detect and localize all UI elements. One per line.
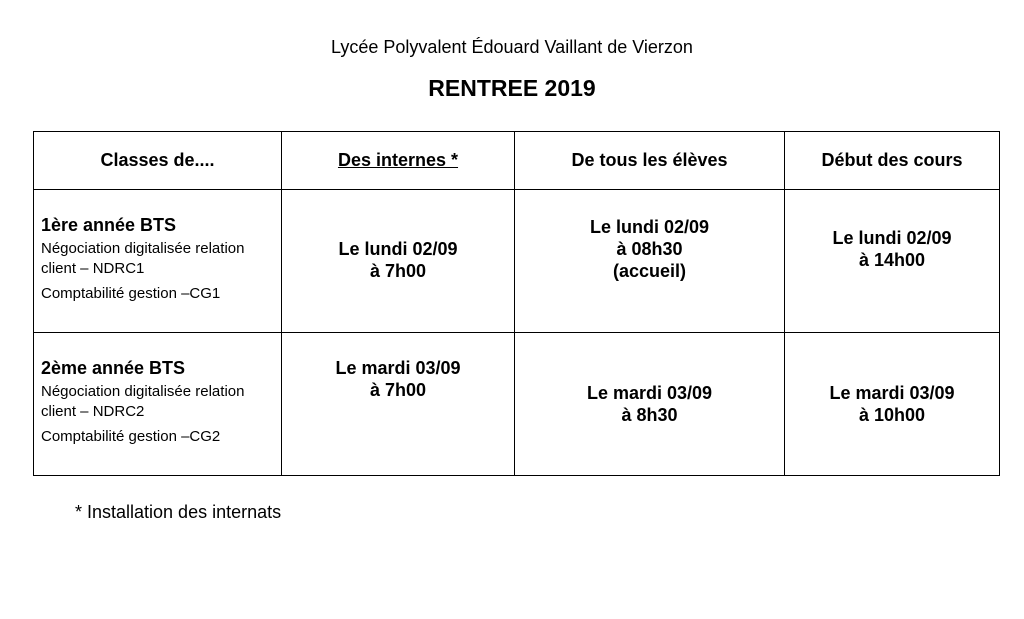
time-text: à 8h30 [621,405,678,425]
footnote: * Installation des internats [75,502,282,522]
date-text: Le mardi 03/09 [586,383,713,403]
time-text: à 14h00 [858,250,926,270]
school-name: Lycée Polyvalent Édouard Vaillant de Vierzon [331,37,693,57]
column-header-internes: Des internes * [282,132,515,190]
date-text: Le lundi 02/09 [832,228,952,248]
eleves-cell [515,190,785,333]
internes-cell [282,190,515,333]
class-title: 1ère année BTS [41,215,177,235]
column-header-classes: Classes de.... [34,132,282,190]
page-title: RENTREE 2019 [428,75,596,101]
internes-cell [282,333,515,476]
class-cell [34,190,282,333]
class-cell [34,333,282,476]
eleves-cell [515,333,785,476]
table-row [34,190,1000,333]
time-text: à 10h00 [858,405,926,425]
program-name: Négociation digitalisée relation client – NDRC1 [41,240,245,277]
program-name: Comptabilité gestion –CG2 [41,428,221,445]
debut-cell [785,333,1000,476]
time-text: à 7h00 [369,261,427,281]
date-text: Le lundi 02/09 [338,239,458,259]
date-text: Le mardi 03/09 [335,358,461,378]
date-text: Le lundi 02/09 [589,217,710,237]
date-text: Le mardi 03/09 [829,383,955,403]
note-text: (accueil) [612,261,687,281]
program-name: Comptabilité gestion –CG1 [41,285,221,302]
table-row [34,333,1000,476]
schedule-table [33,131,1000,476]
column-header-eleves: De tous les élèves [515,132,785,190]
class-title: 2ème année BTS [41,358,186,378]
time-text: à 08h30 [616,239,683,259]
program-name: Négociation digitalisée relation client – NDRC2 [41,383,245,420]
time-text: à 7h00 [369,380,427,400]
debut-cell [785,190,1000,333]
column-header-debut: Début des cours [785,132,1000,190]
table-header-row [34,132,1000,190]
